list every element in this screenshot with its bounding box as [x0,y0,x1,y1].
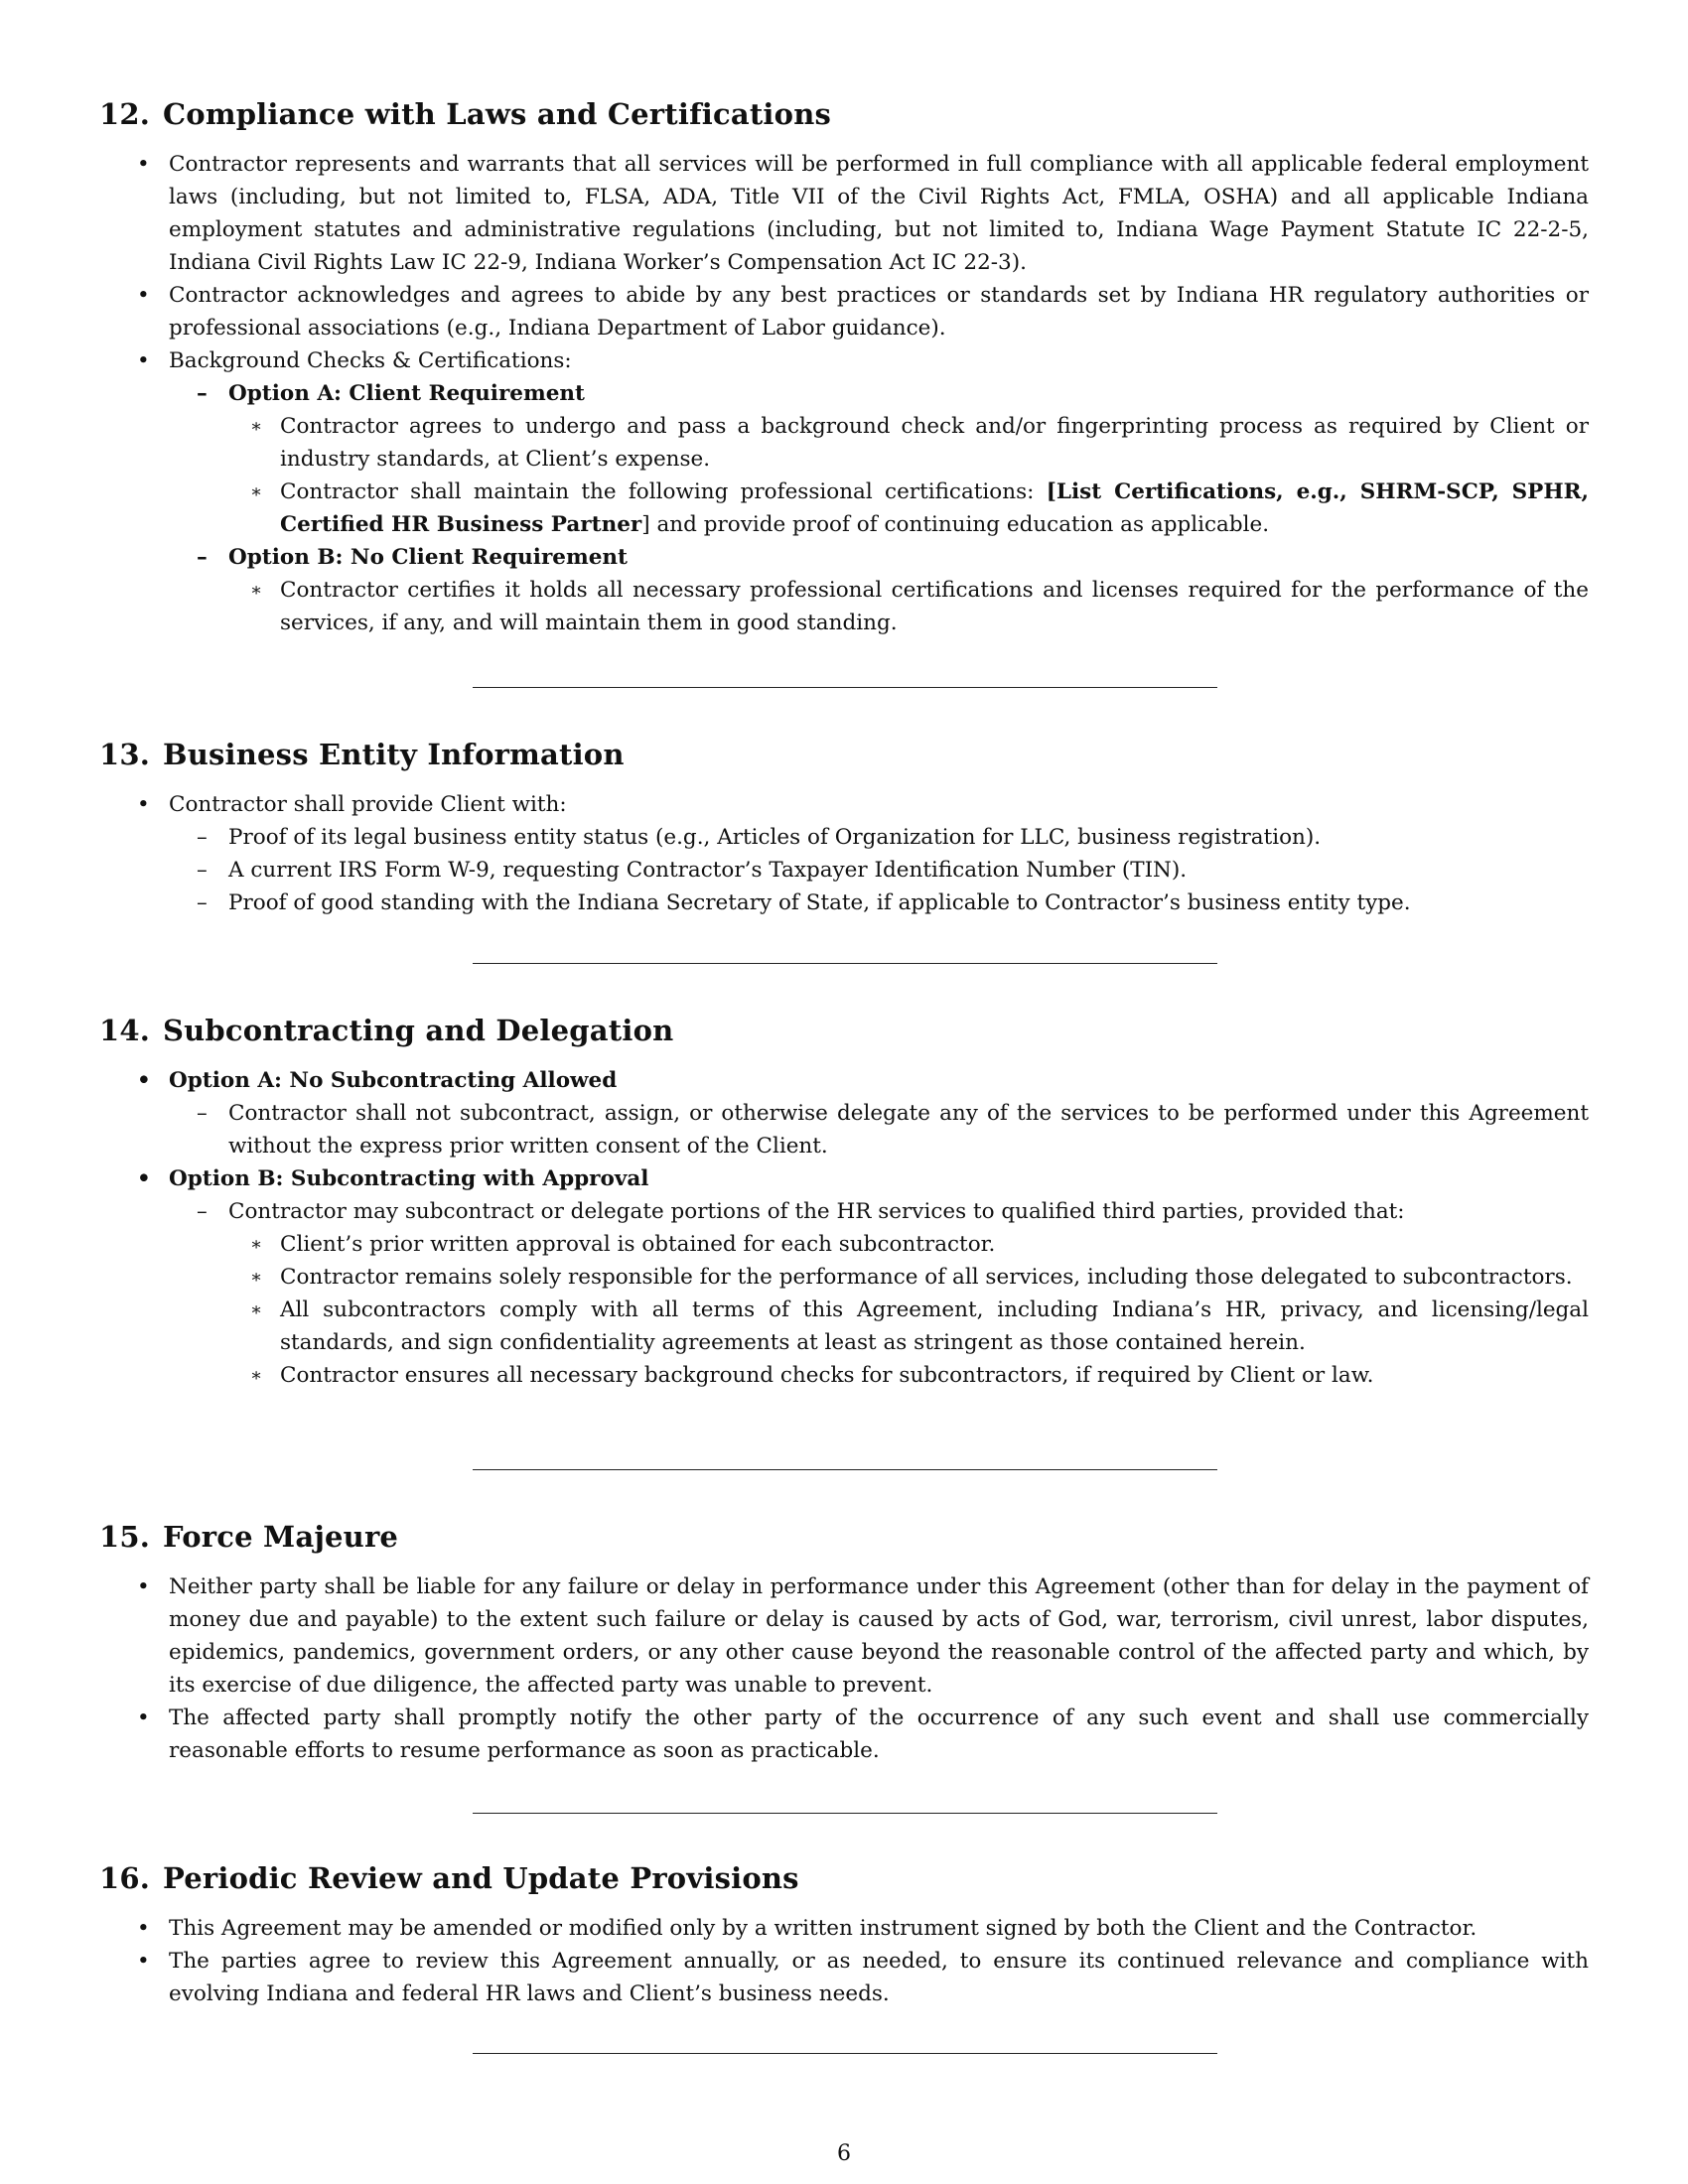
section-divider [473,687,1217,688]
asterisk-icon: ∗ [250,481,263,502]
section-heading: 14. Subcontracting and Delegation [99,1014,674,1047]
bullet-icon: • [137,1574,150,1599]
section-heading: 15. Force Majeure [99,1520,399,1554]
section-divider [473,963,1217,964]
list-item: • Contractor acknowledges and agrees to abide by any best practices or standards set by Indiana HR regulatory authorities or professional associations (e.g., Indiana Department of Labor guidance). [99,279,1589,344]
dash-icon: – [197,890,208,915]
section-heading: 12. Compliance with Laws and Certifications [99,97,832,131]
list-item: • The affected party shall promptly notify the other party of the occurrence of any such event and shall use commercially reasonable efforts to resume performance as soon as practicable. [99,1702,1589,1767]
list-item: • Contractor shall provide Client with: [99,788,1589,821]
section-heading: 13. Business Entity Information [99,738,625,771]
section-16 [99,1858,1589,2010]
section-divider [473,1469,1217,1470]
bullet-icon: • [137,348,150,373]
bullet-icon: • [137,283,150,308]
list-item: – Contractor may subcontract or delegate portions of the HR services to qualified third parties, provided that: [99,1195,1589,1228]
bullet-list [99,788,1589,919]
bullet-list [99,1570,1589,1767]
bullet-icon: • [137,152,150,177]
list-item: ∗ Contractor ensures all necessary background checks for subcontractors, if required by Client or law. [99,1359,1589,1392]
bullet-list [99,1912,1589,2010]
section-14 [99,1011,1589,1392]
list-item: • Contractor represents and warrants that all services will be performed in full compliance with all applicable federal employment laws (including, but not limited to, FLSA, ADA, Title VII of the Civil Rights Act, FMLA, OSHA) and all applicable Indiana employment statutes and administrative regulations (including, but not limited to, Indiana Wage Payment Statute IC 22-2-5, Indiana Civil Rights Law IC 22-9, Indiana Worker’s Compensation Act IC 22-3). [99,148,1589,279]
list-item: ∗ Contractor certifies it holds all necessary professional certifications and licenses required for the performance of the services, if any, and will maintain them in good standing. [99,574,1589,639]
section-heading: 16. Periodic Review and Update Provisions [99,1861,799,1895]
option-heading: • Option A: No Subcontracting Allowed [99,1064,1589,1097]
list-item: – Proof of its legal business entity status (e.g., Articles of Organization for LLC, business registration). [99,821,1589,854]
bullet-icon: • [137,1949,150,1974]
dash-icon: – [197,1101,208,1126]
list-item: • Background Checks & Certifications: [99,344,1589,377]
bullet-list [99,148,1589,639]
bullet-icon: • [137,1166,151,1191]
dash-icon: – [197,381,208,406]
list-item: • This Agreement may be amended or modified only by a written instrument signed by both the Client and the Contractor. [99,1912,1589,1945]
list-item: ∗ Contractor agrees to undergo and pass a background check and/or fingerprinting process as required by Client or industry standards, at Client’s expense. [99,410,1589,476]
list-item: ∗ Client’s prior written approval is obtained for each subcontractor. [99,1228,1589,1261]
asterisk-icon: ∗ [250,1234,263,1255]
bullet-icon: • [137,1706,150,1730]
list-item: – Contractor shall not subcontract, assign, or otherwise delegate any of the services to be performed under this Agreement without the express prior written consent of the Client. [99,1097,1589,1162]
asterisk-icon: ∗ [250,1299,263,1320]
option-heading: – Option B: No Client Requirement [99,541,1589,574]
option-heading: – Option A: Client Requirement [99,377,1589,410]
bullet-icon: • [137,792,150,817]
bullet-list [99,1064,1589,1392]
list-item: – A current IRS Form W-9, requesting Contractor’s Taxpayer Identification Number (TIN). [99,854,1589,887]
list-item: ∗ Contractor remains solely responsible for the performance of all services, including those delegated to subcontractors. [99,1261,1589,1294]
dash-icon: – [197,545,208,570]
list-item: ∗ All subcontractors comply with all terms of this Agreement, including Indiana’s HR, privacy, and licensing/legal standards, and sign confidentiality agreements at least as stringent as those contained herein. [99,1294,1589,1359]
list-item: • The parties agree to review this Agreement annually, or as needed, to ensure its continued relevance and compliance with evolving Indiana and federal HR laws and Client’s business needs. [99,1945,1589,2010]
asterisk-icon: ∗ [250,416,263,437]
section-divider [473,1813,1217,1814]
asterisk-icon: ∗ [250,1267,263,1288]
section-15 [99,1517,1589,1767]
dash-icon: – [197,825,208,850]
section-13 [99,735,1589,919]
option-heading: • Option B: Subcontracting with Approval [99,1162,1589,1195]
dash-icon: – [197,858,208,883]
dash-icon: – [197,1199,208,1224]
asterisk-icon: ∗ [250,580,263,601]
section-12 [99,94,1589,639]
page-number: 6 [837,2141,851,2166]
section-divider [473,2053,1217,2054]
list-item: – Proof of good standing with the Indiana Secretary of State, if applicable to Contractor’s business entity type. [99,887,1589,919]
list-item: • Neither party shall be liable for any failure or delay in performance under this Agreement (other than for delay in the payment of money due and payable) to the extent such failure or delay is caused by acts of God, war, terrorism, civil unrest, labor disputes, epidemics, pandemics, government orders, or any other cause beyond the reasonable control of the affected party and which, by its exercise of due diligence, the affected party was unable to prevent. [99,1570,1589,1702]
bullet-icon: • [137,1916,150,1941]
asterisk-icon: ∗ [250,1365,263,1386]
bullet-icon: • [137,1068,151,1093]
list-item: ∗ Contractor shall maintain the following professional certifications: [List Certifications, e.g., SHRM-SCP, SPHR, Certified HR Business Partner] and provide proof of continuing education as applicable. [99,476,1589,541]
